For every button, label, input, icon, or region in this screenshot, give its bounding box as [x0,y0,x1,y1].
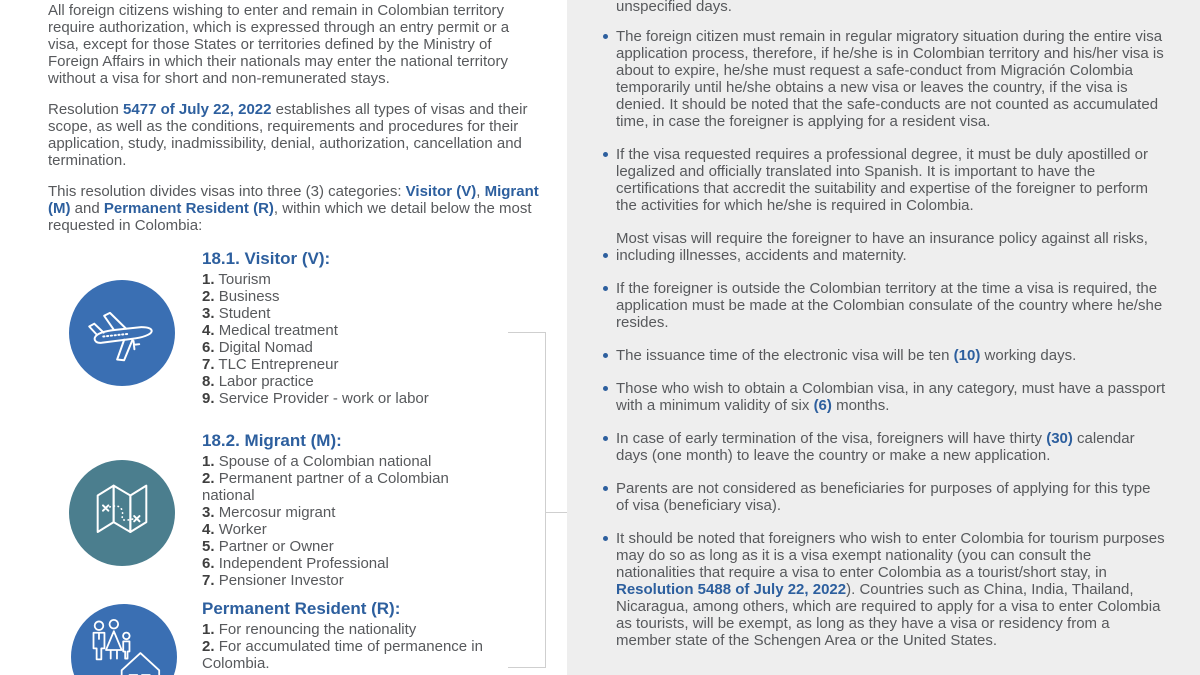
map-icon [84,475,160,551]
visa-type-item [202,373,494,390]
bracket-line [508,332,546,333]
bullet-text [616,480,1166,514]
visa-type-item [202,504,494,521]
visa-type-item [202,555,494,572]
migrant-section [202,432,494,589]
visa-type-item [202,621,494,638]
text-segment: In case of early termination of the visa, foreigners will have thirty [616,430,1047,447]
visa-type-item [202,538,494,555]
item-label: Labor practice [218,373,314,390]
info-bullet [603,480,1169,514]
item-label: Pensioner Investor [218,572,344,589]
item-label: Partner or Owner [218,538,334,555]
migrant-list [202,453,494,589]
info-bullet [603,280,1169,331]
visa-type-item [202,390,494,407]
text-segment: calendar days (one month) to leave the country or make a new application. [616,430,1135,464]
item-number: 1. [202,453,215,470]
item-label: Spouse of a Colombian national [218,453,432,470]
visa-type-item [202,288,494,305]
bullet-dot-icon [603,34,608,39]
bracket-line [545,332,546,668]
intro-paragraph [48,101,542,169]
text-segment: Resolution [48,101,124,118]
text-segment: If the visa requested requires a professional degree, it must be duly apostilled or legalized and officially translated into Spanish. It is important to have the certifications that accredit the suitability and expertise of the foreigner to perform the activities for which he/she is required in Colombia. [616,146,1148,214]
item-label: Business [218,288,280,305]
visa-type-item [202,521,494,538]
item-label: Medical treatment [218,322,338,339]
text-segment: The issuance time of the electronic visa will be ten [616,347,954,364]
text-segment: working days. [980,347,1077,364]
item-label: Worker [218,521,267,538]
permanent-resident-category-link[interactable]: Permanent Resident (R) [103,200,274,217]
item-number: 9. [202,390,215,407]
visa-type-item [202,638,494,672]
bullet-text [616,530,1166,649]
item-label: For renouncing the nationality [218,621,417,638]
item-label: Student [218,305,271,322]
visitor-section [202,250,494,407]
bullet-dot-icon [603,286,608,291]
visa-type-item [202,271,494,288]
item-label: Mercosur migrant [218,504,336,521]
overflow-text: unspecified days. [616,0,732,15]
info-bullet [603,28,1169,130]
text-segment: establishes all types of visas and their scope, as well as the conditions, requirements and procedures for their application, study, inadmissibility, denial, authorization, cancellation and termination. [48,101,528,169]
intro-section [48,2,542,248]
info-bullet [603,347,1169,364]
text-segment: If the foreigner is outside the Colombian territory at the time a visa is required, the application must be made at the Colombian consulate of the country where he/she resides. [616,280,1163,331]
migrant-heading: 18.2. Migrant (M): [202,431,342,450]
resident-list [202,621,494,672]
text-segment: All foreign citizens wishing to enter and remain in Colombian territory require authorization, which is expressed through an entry permit or a visa, except for those States or territories defined by the Ministry of Foreign Affairs in which their nationals may enter the national territory without a visa for short and non-remunerated stays. [48,2,510,87]
intro-paragraph [48,2,542,87]
details-content [603,0,1169,665]
item-label: TLC Entrepreneur [218,356,339,373]
bullet-text [616,347,1166,364]
item-number: 3. [202,305,215,322]
resident-heading: Permanent Resident (R): [202,599,401,618]
item-number: 7. [202,572,215,589]
item-number: 3. [202,504,215,521]
info-bullet [603,230,1169,264]
bullet-text [616,146,1166,214]
bullet-dot-icon [603,536,608,541]
item-number: 2. [202,638,215,655]
item-label: Permanent partner of a Colombian national [202,470,449,504]
resident-section [202,600,494,672]
visa-type-item [202,572,494,589]
visitor-badge [69,280,175,386]
item-number: 6. [202,555,215,572]
details-bullet-list [603,28,1169,649]
info-bullet [603,146,1169,214]
item-number: 8. [202,373,215,390]
bullet-text [616,28,1166,130]
visa-type-item [202,322,494,339]
text-segment: This resolution divides visas into three (3) categories: [48,183,406,200]
text-segment: ). Countries such as China, India, Thailand, Nicaragua, among others, which are required to apply for a visa to enter Colombia as tourists, will be exempt, as long as they have a visa or residency from a member state of the Schengen Area or the United States. [616,581,1161,649]
item-label: For accumulated time of permanence in Colombia. [202,638,483,672]
item-number: 1. [202,271,215,288]
item-number: 2. [202,470,215,487]
bracket-line [545,512,568,513]
text-segment: (30) [1046,430,1073,447]
visa-type-item [202,356,494,373]
bullet-dot-icon [603,353,608,358]
airplane-icon [84,295,160,371]
text-segment: It should be noted that foreigners who wish to enter Colombia for tourism purposes may do so as long as it is a visa exempt nationality (you can consult the nationalities that require a visa to enter Colombia as a tourist/short stay, in [616,530,1165,581]
text-segment: Most visas will require the foreigner to have an insurance policy against all risks, including illnesses, accidents and maternity. [616,230,1148,264]
item-number: 4. [202,322,215,339]
bullet-dot-icon [603,253,608,258]
bullet-text [616,380,1166,414]
item-number: 4. [202,521,215,538]
bullet-dot-icon [603,386,608,391]
family-house-icon [81,614,167,675]
text-segment: , [476,183,485,200]
visa-type-item [202,339,494,356]
visa-type-item [202,453,494,470]
visitor-heading: 18.1. Visitor (V): [202,249,331,268]
resolution-5488-link[interactable]: Resolution 5488 of July 22, 2022 [616,581,847,598]
bullet-text [616,280,1166,331]
text-segment: The foreign citizen must remain in regular migratory situation during the entire visa application process, therefore, if he/she is in Colombian territory and his/her visa is about to expire, he/she must request a safe-conduct from Migración Colombia temporarily until he/she obtains a new visa or leaves the country, if the visa is denied. It should be noted that the safe-conducts are not counted as accumulated time, in case the foreigner is applying for a resident visa. [616,28,1164,130]
info-bullet [603,380,1169,414]
bullet-dot-icon [603,486,608,491]
visitor-category-link[interactable]: Visitor (V) [405,183,477,200]
text-segment: (6) [813,397,832,414]
bullet-text [616,230,1166,264]
details-panel [567,0,1200,675]
item-label: Service Provider - work or labor [218,390,429,407]
bullet-dot-icon [603,152,608,157]
resolution-5477-link[interactable]: 5477 of July 22, 2022 [123,101,272,118]
info-bullet [603,530,1169,649]
visitor-list [202,271,494,407]
text-segment: (10) [953,347,981,364]
visa-type-item [202,305,494,322]
text-segment: , within which we detail below the most requested in Colombia: [48,200,532,234]
item-number: 5. [202,538,215,555]
intro-paragraph [48,183,542,234]
migrant-badge [69,460,175,566]
item-number: 7. [202,356,215,373]
visa-type-item [202,470,494,504]
item-label: Tourism [218,271,271,288]
text-segment: months. [831,397,890,414]
item-label: Independent Professional [218,555,389,572]
bullet-dot-icon [603,436,608,441]
migrant-category-link[interactable]: Migrant (M) [48,183,539,217]
item-number: 1. [202,621,215,638]
item-number: 2. [202,288,215,305]
bracket-line [508,667,546,668]
bullet-text [616,430,1166,464]
text-segment: Parents are not considered as beneficiaries for purposes of applying for this type of visa (beneficiary visa). [616,480,1151,514]
item-label: Digital Nomad [218,339,313,356]
text-segment: Those who wish to obtain a Colombian visa, in any category, must have a passport with a minimum validity of six [616,380,1166,414]
resident-badge [71,604,177,675]
text-segment: and [70,200,104,217]
info-bullet [603,430,1169,464]
item-number: 6. [202,339,215,356]
